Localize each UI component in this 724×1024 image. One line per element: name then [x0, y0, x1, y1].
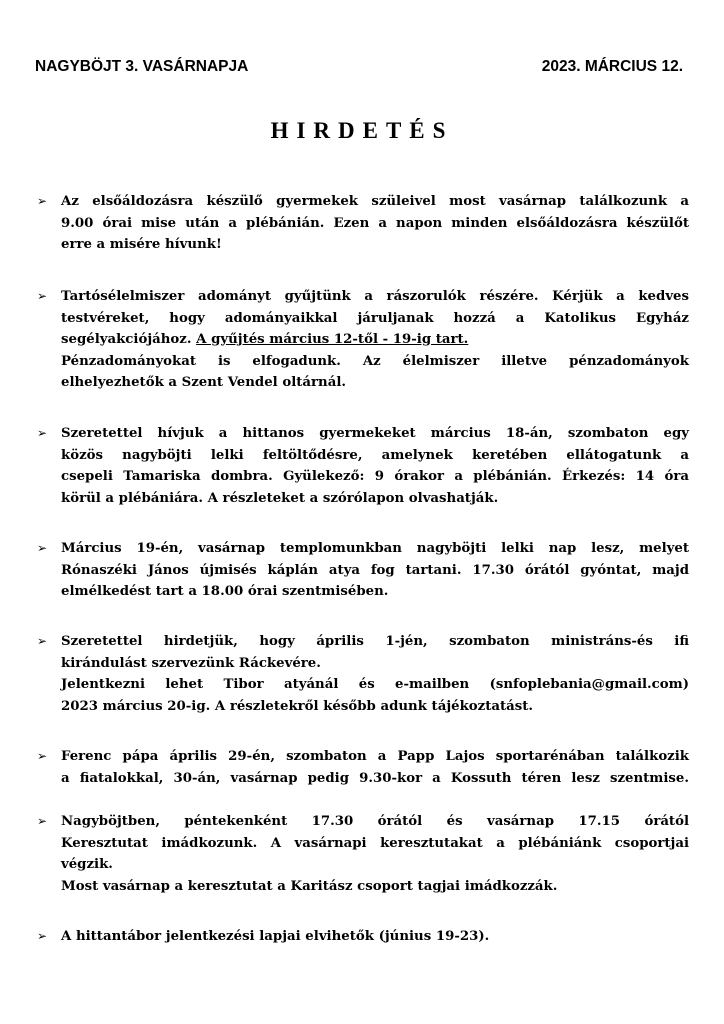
list-item — [37, 811, 689, 897]
bullet-arrow-icon: ➢ — [37, 929, 48, 943]
bullet-arrow-icon: ➢ — [37, 634, 48, 648]
item-line: Ferenc pápa április 29-én, szombaton a Papp Lajos sportarénában találkozik — [61, 749, 689, 764]
item-line: kirándulást szervezünk Ráckevére. — [61, 655, 321, 671]
list-item — [37, 538, 689, 603]
bullet-arrow-icon: ➢ — [37, 541, 48, 555]
item-text — [61, 926, 689, 948]
bullet-arrow-icon: ➢ — [37, 749, 48, 763]
item-line: A hittantábor jelentkezési lapjai elvihetők (június 19-23). — [61, 929, 490, 944]
item-text — [61, 538, 689, 603]
list-item — [37, 191, 689, 256]
item-line: Szeretettel hívjuk a hittanos gyermekeket március 18-án, szombaton egy — [61, 426, 689, 441]
list-item — [37, 286, 689, 394]
item-line: 2023 március 20-ig. A részletekről később adunk tájékoztatást. — [61, 698, 533, 714]
item-line: csepeli Tamariska dombra. Gyülekező: 9 órakor a plébánián. Érkezés: 14 óra — [61, 469, 689, 484]
item-line-part: segélyakciójához. — [61, 332, 192, 347]
item-text — [61, 631, 689, 717]
item-line: a fiatalokkal, 30-án, vasárnap pedig 9.30-kor a Kossuth téren lesz szentmise. — [61, 770, 689, 786]
item-line: Most vasárnap a keresztutat a Karitász csoport tagjai imádkozzák. — [61, 878, 558, 894]
item-line — [61, 329, 689, 351]
collection-dates: A gyűjtés március 12-től - 19-ig tart. — [196, 332, 469, 347]
item-line: testvéreket, hogy adományaikkal járuljanak hozzá a Katolikus Egyház — [61, 310, 689, 326]
item-text — [61, 811, 689, 897]
list-item — [37, 926, 689, 948]
item-line: elhelyezhetők a Szent Vendel oltárnál. — [61, 375, 347, 390]
item-line: körül a plébániára. A részleteket a szórólapon olvashatják. — [61, 490, 499, 506]
item-line: Szeretettel hirdetjük, hogy április 1-jén, szombaton ministráns-és ifi — [61, 634, 689, 649]
page-title: HIRDETÉS — [270, 118, 454, 143]
header — [35, 58, 683, 76]
item-line: közös nagyböjti lelki feltöltődésre, amelynek keretében ellátogatunk a — [61, 447, 689, 463]
list-item — [37, 631, 689, 717]
bullet-arrow-icon: ➢ — [37, 289, 48, 303]
item-line: elmélkedést tart a 18.00 órai szentmisében. — [61, 584, 389, 599]
bullet-arrow-icon: ➢ — [37, 426, 48, 440]
item-line: Tartósélelmiszer adományt gyűjtünk a rászorulók részére. Kérjük a kedves — [61, 289, 689, 304]
item-line: 9.00 órai mise után a plébánián. Ezen a napon minden elsőáldozásra készülőt — [61, 215, 689, 231]
bullet-arrow-icon: ➢ — [37, 194, 48, 208]
item-line: Keresztutat imádkozunk. A vasárnapi keresztutakat a plébániánk csoportjai — [61, 835, 689, 851]
item-line: Rónaszéki János újmisés káplán atya fog tartani. 17.30 órától gyóntat, majd — [61, 562, 689, 578]
item-line: Jelentkezni lehet Tibor atyánál és e-mailben (snfoplebania@gmail.com) — [61, 677, 689, 692]
item-line: Az elsőáldozásra készülő gyermekek szüleivel most vasárnap találkozunk a — [61, 194, 689, 209]
bullet-arrow-icon: ➢ — [37, 814, 48, 828]
item-line: Pénzadományokat is elfogadunk. Az élelmiszer illetve pénzadományok — [61, 353, 689, 369]
item-line: erre a misére hívunk! — [61, 237, 222, 252]
item-text — [61, 746, 689, 789]
item-text — [61, 286, 689, 394]
item-line: Nagyböjtben, péntekenként 17.30 órától és vasárnap 17.15 órától — [61, 814, 689, 829]
header-left: NAGYBÖJT 3. VASÁRNAPJA — [35, 58, 249, 75]
item-line: végzik. — [61, 857, 113, 872]
item-text — [61, 191, 689, 256]
list-item — [37, 746, 689, 789]
list-item — [37, 423, 689, 509]
item-text — [61, 423, 689, 509]
item-line: Március 19-én, vasárnap templomunkban nagyböjti lelki nap lesz, melyet — [61, 541, 689, 556]
header-date: 2023. MÁRCIUS 12. — [541, 58, 683, 75]
